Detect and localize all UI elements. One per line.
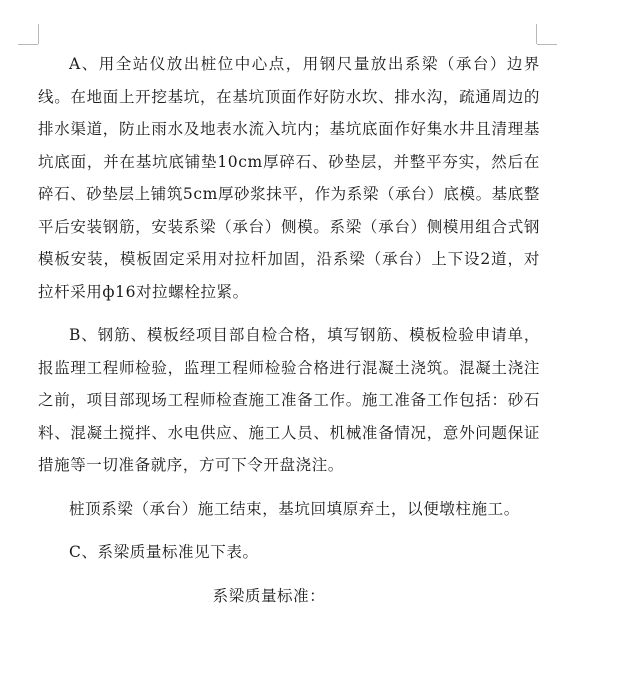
crop-mark-top-right-vertical [536,24,537,44]
crop-mark-top-left-horizontal [18,44,38,45]
paragraph-backfill: 桩顶系梁（承台）施工结束，基坑回填原弃土，以便墩柱施工。 [69,499,520,518]
crop-mark-top-left-vertical [38,24,39,44]
document-body [38,48,540,612]
paragraph-spacer [38,482,540,493]
paragraph-spacer [38,525,540,536]
paragraph-spacer [38,308,540,319]
paragraph-c: C、系梁质量标准见下表。 [69,543,259,561]
paragraph-spacer [38,569,540,580]
table-title: 系梁质量标准： [212,586,326,605]
paragraph-a: A、用全站仪放出桩位中心点，用钢尺量放出系梁（承台）边界线。在地面上开挖基坑，在基坑顶面作好防水坎、排水沟，疏通周边的排水渠道，防止雨水及地表水流入坑内；基坑底面作好集水井且清理基坑底面，并在基坑底铺垫10cm厚碎石、砂垫层，并整平夯实，然后在碎石、砂垫层上铺筑5cm厚砂浆抹平，作为系梁（承台）底模。基底整平后安装钢筋，安装系梁（承台）侧模。系梁（承台）侧模用组合式钢模板安装，模板固定采用对拉杆加固，沿系梁（承台）上下设2道，对拉杆采用ф16对拉螺栓拉紧。 [38,55,540,301]
paragraph-b: B、钢筋、模板经项目部自检合格，填写钢筋、模板检验申请单，报监理工程师检验，监理工程师检验合格进行混凝土浇筑。混凝土浇注之前，项目部现场工程师检查施工准备工作。施工准备工作包括：砂石料、混凝土搅拌、水电供应、施工人员、机械准备情况，意外问题保证措施等一切准备就序，方可下令开盘浇注。 [38,326,540,474]
crop-mark-top-right-horizontal [537,44,557,45]
